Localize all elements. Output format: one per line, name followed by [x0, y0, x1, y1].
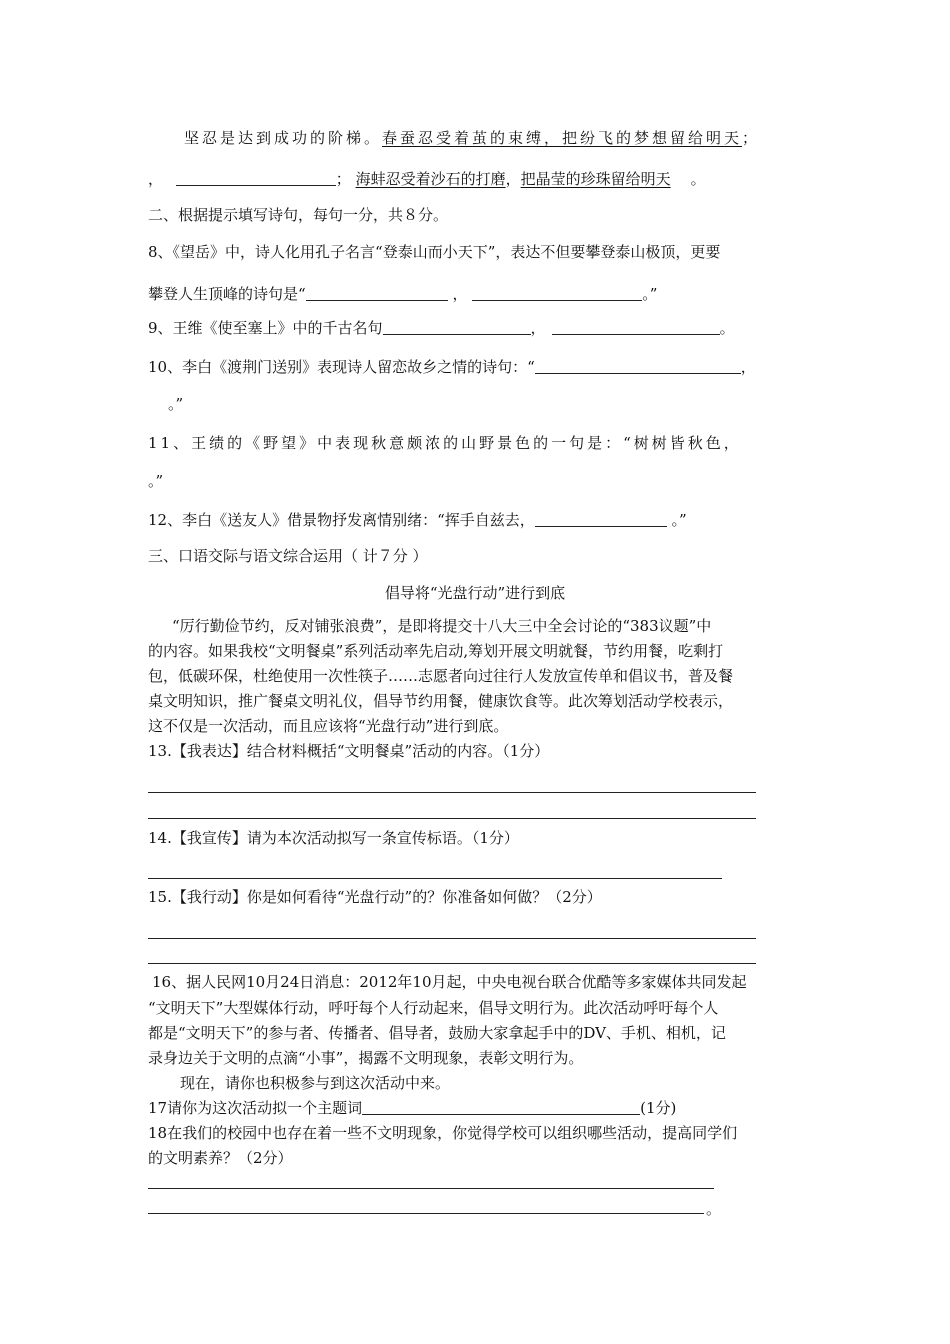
q9-text: 9、王维《使至塞上》中的千古名句: [148, 319, 383, 337]
q10-line-1: [148, 357, 756, 377]
punct: ；: [742, 129, 761, 147]
news-line-2: “文明天下”大型媒体行动，呼吁每个人行动起来，倡导文明行为。此次活动呼吁每个人: [148, 999, 719, 1017]
q9-line: [148, 318, 735, 338]
punct: 。”: [642, 285, 658, 303]
answer-line[interactable]: [148, 1188, 714, 1189]
answer-line[interactable]: [148, 818, 756, 819]
answer-blank[interactable]: [535, 510, 667, 527]
material-line-4: 桌文明知识，推广餐桌文明礼仪，倡导节约用餐，健康饮食等。此次筹划活动学校表示，: [148, 692, 734, 710]
answer-line[interactable]: [148, 938, 756, 939]
q11-line-1: 11、王绩的《野望》中表现秋意颇浓的山野景色的一句是：“树树皆秋色，: [148, 434, 742, 452]
q17-score: (1分): [640, 1099, 677, 1117]
punct: ，: [530, 319, 546, 337]
poem-example-2b: 把晶莹的珍珠留给明天: [520, 170, 671, 188]
punct: 。: [690, 170, 706, 188]
answer-line[interactable]: [148, 878, 722, 879]
q13-prompt: 13.【我表达】结合材料概括“文明餐桌”活动的内容。（1分）: [148, 742, 550, 760]
news-line-4: 录身边关于文明的点滴“小事”，揭露不文明现象，表彰文明行为。: [148, 1049, 584, 1067]
q10-text: 10、李白《渡荆门送别》表现诗人留恋故乡之情的诗句：“: [148, 358, 535, 376]
answer-line[interactable]: [148, 1213, 704, 1214]
punct: 。”: [671, 511, 687, 529]
answer-blank[interactable]: [306, 284, 448, 301]
poem-line-1: [184, 128, 760, 148]
q12-line: [148, 510, 687, 530]
punct: ；: [335, 170, 351, 188]
call-to-action: 现在，请你也积极参与到这次活动中来。: [180, 1074, 451, 1092]
q10-line-2: 。”: [168, 395, 184, 413]
answer-blank[interactable]: [472, 284, 642, 301]
punct: ，: [740, 358, 756, 376]
q12-text: 12、李白《送友人》借景物抒发离情别绪：“挥手自兹去，: [148, 511, 535, 529]
material-line-2: 的内容。如果我校“文明餐桌”系列活动率先启动,筹划开展文明就餐，节约用餐，吃剩打: [148, 642, 724, 660]
section-3-header: 三、口语交际与语文综合运用（ 计７分 ）: [148, 547, 428, 565]
answer-blank[interactable]: [383, 318, 531, 335]
news-line-1: 16、据人民网10月24日消息：2012年10月起，中央电视台联合优酷等多家媒体共同发起: [152, 973, 747, 991]
answer-line[interactable]: [148, 792, 756, 793]
poem-example-1: 春蚕忍受着茧的束缚，把纷飞的梦想留给明天: [382, 129, 743, 147]
q17-line: [148, 1098, 676, 1118]
answer-line[interactable]: [148, 963, 756, 964]
punct: ，: [452, 285, 468, 303]
poem-intro: 坚忍是达到成功的阶梯。: [184, 129, 383, 147]
q18-line-1: 18在我们的校园中也存在着一些不文明现象，你觉得学校可以组织哪些活动，提高同学们: [148, 1124, 738, 1142]
material-line-5: 这不仅是一次活动，而且应该将“光盘行动”进行到底。: [148, 717, 509, 735]
answer-blank[interactable]: [535, 357, 741, 374]
q8-text: 攀登人生顶峰的诗句是“: [148, 285, 306, 303]
poem-example-2a: 海蚌忍受着沙石的打磨: [355, 170, 506, 188]
q18-line-2: 的文明素养？（2分）: [148, 1149, 293, 1167]
material-title: 倡导将“光盘行动”进行到底: [384, 584, 566, 602]
q8-line-2: [148, 284, 657, 304]
news-line-3: 都是“文明天下”的参与者、传播者、倡导者，鼓励大家拿起手中的DV、手机、相机，记: [148, 1024, 726, 1042]
answer-blank[interactable]: [176, 169, 336, 186]
answer-blank[interactable]: [362, 1098, 640, 1115]
end-punct: 。: [706, 1200, 722, 1218]
punct: 。: [719, 319, 735, 337]
material-line-3: 包，低碳环保，杜绝使用一次性筷子……志愿者向过往行人发放宣传单和倡议书，普及餐: [148, 667, 734, 685]
q8-line-1: 8、《望岳》中，诗人化用孔子名言“登泰山而小天下”，表达不但要攀登泰山极顶，更要: [148, 243, 721, 261]
q11-line-2: 。”: [148, 472, 164, 490]
punct: ，: [505, 170, 521, 188]
punct: ，: [148, 170, 164, 188]
answer-blank[interactable]: [552, 318, 720, 335]
poem-line-2: [148, 169, 706, 189]
q17-text: 17请你为这次活动拟一个主题词: [148, 1099, 363, 1117]
q15-prompt: 15.【我行动】你是如何看待“光盘行动”的？你准备如何做？（2分）: [148, 888, 602, 906]
material-line-1: “厉行勤俭节约，反对铺张浪费”，是即将提交十八大三中全会讨论的“383议题”中: [172, 617, 712, 635]
q14-prompt: 14.【我宣传】请为本次活动拟写一条宣传标语。（1分）: [148, 829, 519, 847]
section-2-header: 二、根据提示填写诗句，每句一分，共８分。: [148, 206, 449, 224]
